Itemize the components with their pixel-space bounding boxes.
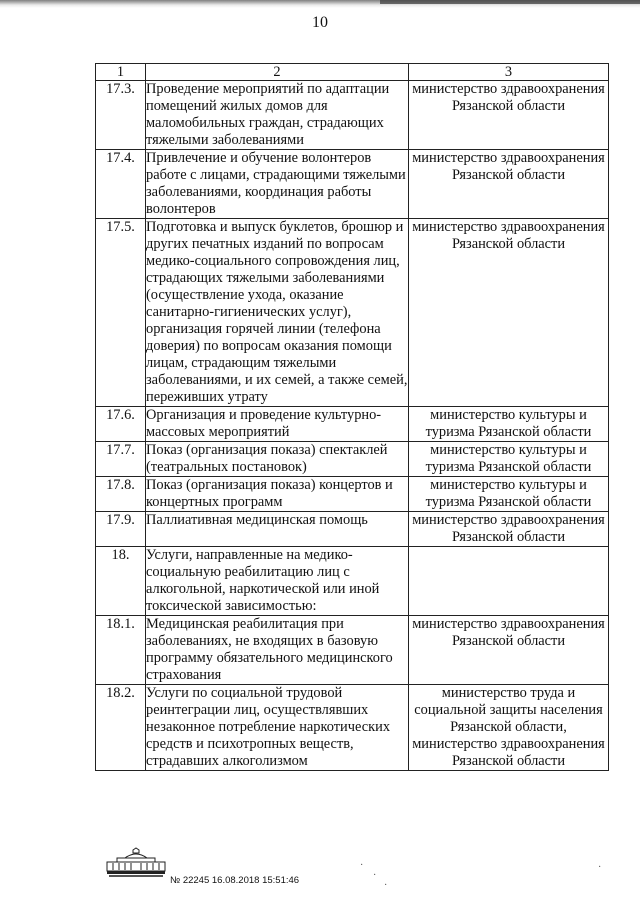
responsible-executor: министерство здравоохранения Рязанской области (409, 512, 609, 547)
government-building-icon (105, 847, 167, 881)
responsible-executor: министерство здравоохранения Рязанской области (409, 81, 609, 150)
responsible-executor: министерство культуры и туризма Рязанской области (409, 407, 609, 442)
row-number: 17.9. (96, 512, 146, 547)
table-row (96, 616, 609, 685)
measure-description: Паллиативная медицинская помощь (146, 512, 409, 547)
row-number: 17.3. (96, 81, 146, 150)
table-row (96, 685, 609, 771)
table-row (96, 442, 609, 477)
scan-speck: · (384, 880, 388, 891)
column-header-2: 2 (146, 64, 409, 81)
column-header-3: 3 (409, 64, 609, 81)
row-number: 17.8. (96, 477, 146, 512)
measures-table (95, 63, 609, 771)
measure-description: Привлечение и обучение волонтеров работе с лицами, страдающими тяжелыми заболеваниями, координация работы волонтеров (146, 150, 409, 219)
table-row (96, 219, 609, 407)
measure-description: Организация и проведение культурно-массовых мероприятий (146, 407, 409, 442)
responsible-executor: министерство культуры и туризма Рязанской области (409, 442, 609, 477)
responsible-executor: министерство здравоохранения Рязанской области (409, 616, 609, 685)
row-number: 17.5. (96, 219, 146, 407)
row-number: 18.2. (96, 685, 146, 771)
scan-speck: · (598, 862, 602, 873)
responsible-executor: министерство здравоохранения Рязанской области (409, 219, 609, 407)
measure-description: Медицинская реабилитация при заболеваниях, не входящих в базовую программу обязательного медицинского страхования (146, 616, 409, 685)
responsible-executor: министерство культуры и туризма Рязанской области (409, 477, 609, 512)
measure-description: Подготовка и выпуск буклетов, брошюр и других печатных изданий по вопросам медико-социального сопровождения лиц, страдающих тяжелыми заболеваниями (осуществление ухода, оказание санитарно-гигиенических услуг), организация горячей линии (телефона доверия) по вопросам оказания помощи лицам, страдающим тяжелыми заболеваниями, и их семей, а также семей, переживших утрату (146, 219, 408, 405)
table-header-row (96, 64, 609, 81)
row-number: 17.6. (96, 407, 146, 442)
measure-description: Проведение мероприятий по адаптации помещений жилых домов для маломобильных граждан, страдающих тяжелыми заболеваниями (146, 81, 409, 150)
column-header-1: 1 (96, 64, 146, 81)
table-row (96, 512, 609, 547)
table-row (96, 407, 609, 442)
page-number: 10 (312, 14, 328, 31)
table-row (96, 547, 609, 616)
row-number: 17.7. (96, 442, 146, 477)
table-row (96, 81, 609, 150)
document-footer (105, 847, 405, 897)
table-row (96, 150, 609, 219)
measure-description: Услуги по социальной трудовой реинтеграции лиц, осуществлявших незаконное потребление наркотических средств и психотропных веществ, страдавших алкоголизмом (146, 685, 409, 771)
measure-description: Показ (организация показа) концертов и концертных программ (146, 477, 409, 512)
scan-speck: · (373, 870, 377, 881)
row-number: 18.1. (96, 616, 146, 685)
scan-edge-dark (380, 0, 640, 4)
measure-description: Услуги, направленные на медико-социальную реабилитацию лиц с алкогольной, наркотической или иной токсической зависимостью: (146, 547, 409, 616)
table-row (96, 477, 609, 512)
row-number: 18. (96, 547, 146, 616)
responsible-executor: министерство здравоохранения Рязанской области (409, 150, 609, 219)
scan-speck: · (360, 860, 364, 871)
responsible-executor: министерство труда и социальной защиты населения Рязанской области, министерство здравоохранения Рязанской области (409, 685, 609, 771)
registration-stamp: № 22245 16.08.2018 15:51:46 (170, 875, 300, 886)
responsible-executor (409, 547, 609, 616)
row-number: 17.4. (96, 150, 146, 219)
measure-description: Показ (организация показа) спектаклей (театральных постановок) (146, 442, 409, 477)
